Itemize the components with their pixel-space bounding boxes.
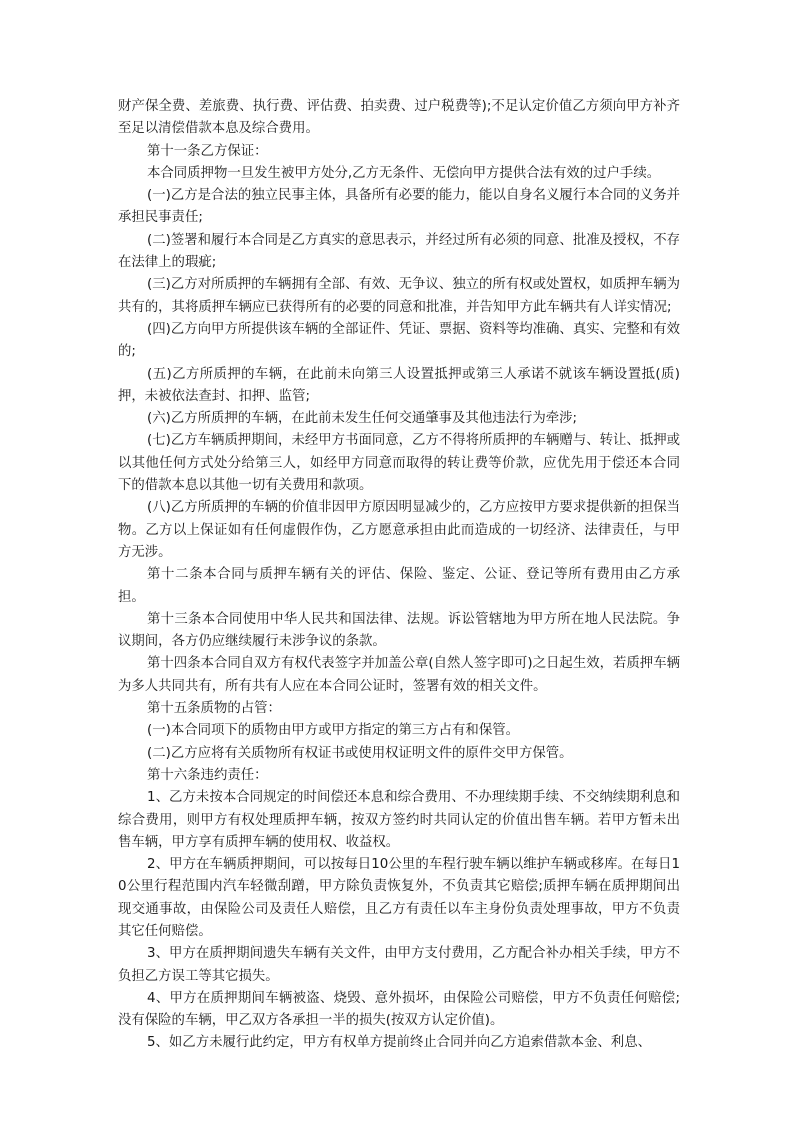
warranty-item-8: (八)乙方所质押的车辆的价值非因甲方原因明显减少的，乙方应按甲方要求提供新的担保当物。乙方以上保证如有任何虚假作伪，乙方愿意承担由此而造成的一切经济、法律责任，与甲方无涉。 <box>118 500 680 560</box>
paragraph-carryover: 财产保全费、差旅费、执行费、评估费、拍卖费、过户税费等);不足认定价值乙方须向甲方补齐至足以清偿借款本息及综合费用。 <box>118 99 680 137</box>
warranty-item-2: (二)签署和履行本合同是乙方真实的意思表示，并经过所有必须的同意、批准及授权，不存在法律上的瑕疵; <box>118 232 680 271</box>
warranty-item-1: (一)乙方是合法的独立民事主体，具备所有必要的能力，能以自身名义履行本合同的义务并承担民事责任; <box>118 188 680 226</box>
liability-item-3: 3、甲方在质押期间遗失车辆有关文件，由甲方支付费用，乙方配合补办相关手续，甲方不负担乙方误工等其它损失。 <box>118 946 680 984</box>
liability-item-2: 2、甲方在车辆质押期间，可以按每日10公里的车程行驶车辆以维护车辆或移库。在每日10公里行程范围内汽车轻微刮蹭，甲方除负责恢复外，不负责其它赔偿;质押车辆在质押期间出现交通事故，由保险公司及责任人赔偿，且乙方有责任以车主身份负责处理事故，甲方不负责其它任何赔偿。 <box>118 857 680 939</box>
custody-item-1: (一)本合同项下的质物由甲方或甲方指定的第三方占有和保管。 <box>147 723 519 739</box>
warranty-item-4: (四)乙方向甲方所提供该车辆的全部证件、凭证、票据、资料等均准确、真实、完整和有效的; <box>118 321 680 360</box>
warranty-item-5: (五)乙方所质押的车辆，在此前未向第三人设置抵押或第三人承诺不就该车辆设置抵(质)押，未被依法查封、扣押、监管; <box>118 366 680 404</box>
article-11-heading: 第十一条乙方保证： <box>147 143 268 159</box>
warranty-item-7: (七)乙方车辆质押期间，未经甲方书面同意，乙方不得将所质押的车辆赠与、转让、抵押或以其他任何方式处分给第三人，如经甲方同意而取得的转让费等价款，应优先用于偿还本合同下的借款本息以其他一切有关费用和款项。 <box>118 433 680 494</box>
paragraph: 本合同质押物一旦发生被甲方处分,乙方无条件、无偿向甲方提供合法有效的过户手续。 <box>147 165 661 181</box>
warranty-item-3: (三)乙方对所质押的车辆拥有全部、有效、无争议、独立的所有权或处置权，如质押车辆为共有的，其将质押车辆应已获得所有的必要的同意和批准，并告知甲方此车辆共有人详实情况; <box>118 277 680 315</box>
document-page <box>118 96 680 1055</box>
article-15-heading: 第十五条质物的占管： <box>147 701 281 717</box>
article-16-heading: 第十六条违约责任： <box>147 767 268 783</box>
article-12: 第十二条本合同与质押车辆有关的评估、保险、鉴定、公证、登记等所有费用由乙方承担。 <box>118 567 680 605</box>
liability-item-4: 4、甲方在质押期间车辆被盗、烧毁、意外损坏，由保险公司赔偿，甲方不负责任何赔偿;没有保险的车辆，甲乙双方各承担一半的损失(按双方认定价值)。 <box>118 990 680 1029</box>
liability-item-5: 5、如乙方未履行此约定，甲方有权单方提前终止合同并向乙方追索借款本金、利息、 <box>147 1035 651 1051</box>
warranty-item-6: (六)乙方所质押的车辆，在此前未发生任何交通肇事及其他违法行为牵涉; <box>147 411 578 427</box>
liability-item-1: 1、乙方未按本合同规定的时间偿还本息和综合费用、不办理续期手续、不交纳续期利息和综合费用，则甲方有权处理质押车辆，按双方签约时共同认定的价值出售车辆。若甲方暂未出售车辆，甲方享有质押车辆的使用权、收益权。 <box>118 790 680 850</box>
custody-item-2: (二)乙方应将有关质物所有权证书或使用权证明文件的原件交甲方保管。 <box>147 745 573 761</box>
article-14: 第十四条本合同自双方有权代表签字并加盖公章(自然人签字即可)之日起生效，若质押车辆为多人共同共有，所有共有人应在本合同公证时，签署有效的相关文件。 <box>118 656 680 694</box>
article-13: 第十三条本合同使用中华人民共和国法律、法规。诉讼管辖地为甲方所在地人民法院。争议期间，各方仍应继续履行未涉争议的条款。 <box>118 611 680 650</box>
